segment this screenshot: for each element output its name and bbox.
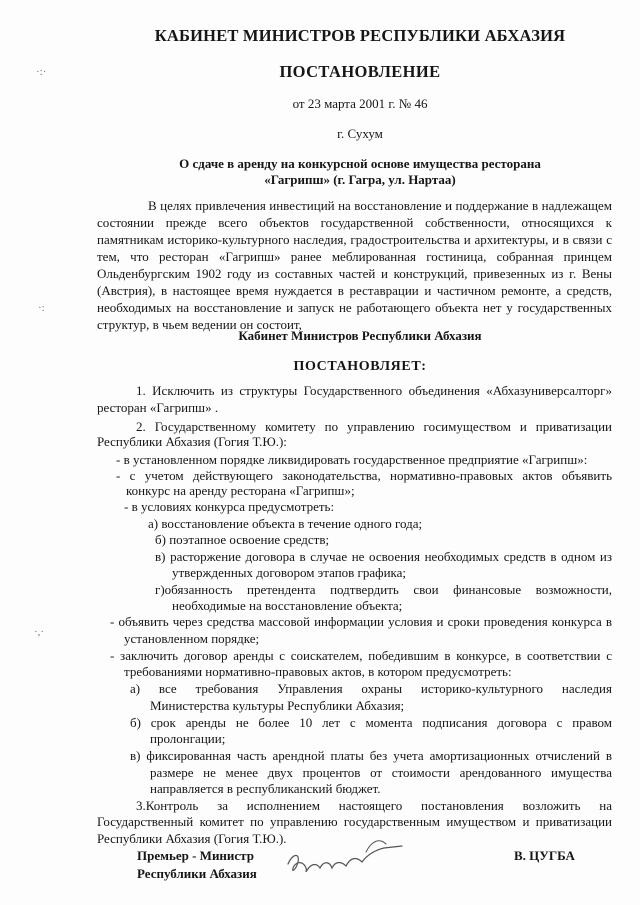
item-3-line-2: Государственный комитет по управлению государственным имуществом и приватизации (97, 814, 612, 829)
item-3-line-3: Республики Абхазия (Гогия Т.Ю.). (97, 831, 287, 846)
preamble-line: памятникам историко-культурного наследия, градостроительства и архитектуры, и в связи с (97, 232, 612, 247)
contract-line-2: требованиями нормативно-правовых актов, в котором предусмотреть: (124, 664, 512, 679)
scan-mark: ·,· (34, 626, 45, 638)
item-1-line-2: ресторан «Гагрипш» . (97, 400, 219, 415)
contract-b-line-2: пролонгации; (150, 731, 226, 746)
contract-b-line-1: б) срок аренды не более 10 лет с момента подписания договора с правом (130, 715, 612, 730)
item-conditions: - в условиях конкурса предусмотреть: (124, 499, 335, 514)
announce-line-2: установленном порядке; (124, 631, 260, 646)
signer-role-line-1: Премьер - Министр (137, 848, 254, 863)
subject-line-2: «Гагрипш» (г. Гагра, ул. Нартаа) (264, 172, 456, 187)
handwritten-signature-icon (280, 826, 420, 886)
contract-line-1: - заключить договор аренды с соискателем, победившим в конкурсе, в соответствии с (110, 648, 612, 663)
signer-name: В. ЦУГБА (514, 848, 575, 863)
city: г. Сухум (337, 126, 383, 141)
condition-g-line-1: г)обязанность претендента подтвердить свои финансовые возможности, (155, 582, 612, 597)
scan-mark: ·: (38, 302, 45, 314)
item-2-line-1: 2. Государственному комитету по управлению госимуществом и приватизации (136, 419, 612, 434)
contract-a-line-1: а) все требования Управления охраны историко-культурного наследия (130, 681, 612, 696)
signer-role-line-2: Республики Абхазия (137, 866, 257, 881)
cabinet-line: Кабинет Министров Республики Абхазия (238, 328, 482, 343)
contract-c-line-1: в) фиксированная часть арендной платы без учета амортизационных отчислений в (130, 748, 612, 763)
condition-c-line-2: утвержденных договором этапов графика; (172, 565, 407, 580)
condition-a: а) восстановление объекта в течение одного года; (148, 516, 423, 531)
preamble-line: структур, в чьем ведении он состоит, (97, 317, 302, 332)
item-3-line-1: 3.Контроль за исполнением настоящего постановления возложить на (136, 798, 612, 813)
preamble-line: необходимых на восстановление и запуск не работающего объекта нет у государственных (97, 300, 612, 315)
organization-title: КАБИНЕТ МИНИСТРОВ РЕСПУБЛИКИ АБХАЗИЯ (154, 26, 566, 45)
preamble-line: Ольденбургским 1902 году из составных частей и конструкций, привезенных из г. Вены (97, 266, 612, 281)
preamble-line: состоянии прежде всего объектов государственной собственности, относящихся к (97, 215, 612, 230)
preamble-line: (Австрия), в настоящее время нуждается в реставрации и частичном ремонте, а средств, (97, 283, 612, 298)
date-number: от 23 марта 2001 г. № 46 (292, 96, 428, 111)
contract-c-line-3: направляется в республиканский бюджет. (150, 781, 381, 796)
condition-c-line-1: в) расторжение договора в случае не освоения необходимых средств в одном из (155, 549, 612, 564)
item-law-line-1: - с учетом действующего законодательства, нормативно-правовых актов объявить (116, 468, 612, 483)
item-2-line-2: Республики Абхазия (Гогия Т.Ю.): (97, 434, 287, 449)
contract-c-line-2: размере не менее двух процентов от стоимости арендованного имущества (150, 765, 612, 780)
condition-g-line-2: необходимые на восстановление объекта; (172, 598, 403, 613)
subject-line-1: О сдаче в аренду на конкурсной основе имущества ресторана (179, 156, 541, 171)
decrees-heading: ПОСТАНОВЛЯЕТ: (293, 359, 427, 374)
condition-b: б) поэтапное освоение средств; (155, 532, 330, 547)
preamble-line: тем, что ресторан «Гагрипш» ранее меблированная гостиница, собранная принцем (97, 249, 612, 264)
document-type: ПОСТАНОВЛЕНИЕ (279, 62, 441, 81)
preamble-line: В целях привлечения инвестиций на восстановление и поддержание в надлежащем (148, 198, 612, 213)
contract-a-line-2: Министерства культуры Республики Абхазия; (150, 698, 405, 713)
item-law-line-2: конкурс на аренду ресторана «Гагрипш»; (126, 483, 355, 498)
scan-mark: ·:· (36, 66, 47, 78)
item-liquidate: - в установленном порядке ликвидировать государственное предприятие «Гагрипш»: (116, 452, 588, 467)
item-1-line-1: 1. Исключить из структуры Государственного объединения «Абхазуниверсалторг» (136, 383, 612, 398)
announce-line-1: - объявить через средства массовой информации условия и сроки проведения конкурса в (110, 614, 612, 629)
